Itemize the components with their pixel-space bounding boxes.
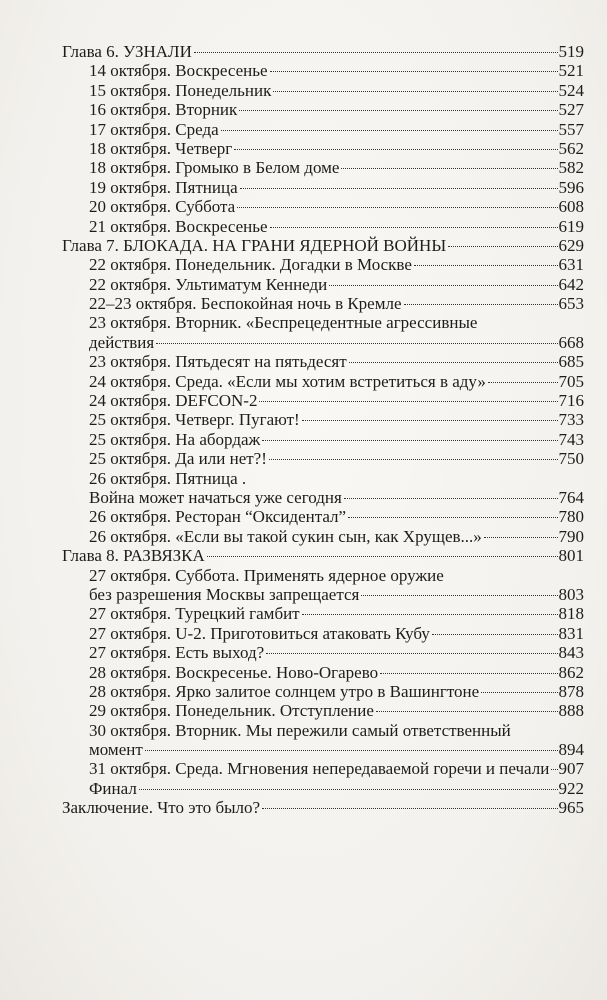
toc-title: момент <box>89 740 143 760</box>
dot-leader <box>259 401 557 402</box>
toc-title: 27 октября. Суббота. Применять ядерное оружие <box>89 565 444 585</box>
toc-entry-row <box>62 372 584 391</box>
dot-leader <box>237 207 557 208</box>
toc-page-number: 629 <box>558 235 584 255</box>
toc-title: 30 октября. Вторник. Мы пережили самый ответственный <box>89 720 511 740</box>
toc-title: 14 октября. Воскресенье <box>89 61 268 81</box>
toc-entry-row <box>62 100 584 119</box>
toc-entry-row <box>62 779 584 798</box>
toc-page-number: 716 <box>558 391 584 411</box>
toc-entry-row <box>62 604 584 623</box>
toc-title: действия <box>89 332 155 352</box>
toc-page-number: 818 <box>558 604 584 624</box>
toc-page-number: 780 <box>558 507 584 527</box>
dot-leader <box>361 595 557 596</box>
toc-entry-row <box>62 158 584 177</box>
toc-entry-row <box>62 275 584 294</box>
toc-page-number: 642 <box>558 274 584 294</box>
toc-title: 28 октября. Ярко залитое солнцем утро в Вашингтоне <box>89 681 480 701</box>
dot-leader <box>273 91 557 92</box>
toc-title: 27 октября. Турецкий гамбит <box>89 604 300 624</box>
toc-chapter-row <box>62 798 584 817</box>
toc-page-number: 619 <box>558 216 584 236</box>
toc-entry-row <box>62 391 584 410</box>
toc-title: 21 октября. Воскресенье <box>89 216 268 236</box>
toc-page-number: 750 <box>558 449 584 469</box>
toc-entry-row <box>62 81 584 100</box>
toc-page-number: 843 <box>558 643 584 663</box>
toc-page-number: 685 <box>558 352 584 372</box>
dot-leader <box>156 343 557 344</box>
toc-page-number: 631 <box>558 255 584 275</box>
toc-entry-row <box>62 721 584 740</box>
toc-title: без разрешения Москвы запрещается <box>89 584 360 604</box>
toc-entry-row <box>62 759 584 778</box>
toc-entry-row <box>62 449 584 468</box>
dot-leader <box>194 52 558 53</box>
toc-title: 24 октября. DEFCON-2 <box>89 391 258 411</box>
dot-leader <box>270 227 558 228</box>
toc-chapter-row <box>62 42 584 61</box>
toc-page-number: 888 <box>558 701 584 721</box>
toc-entry-row <box>62 488 584 507</box>
toc-title: 25 октября. Да или нет?! <box>89 449 267 469</box>
toc-chapter-row <box>62 546 584 565</box>
toc-page-number: 668 <box>558 332 584 352</box>
dot-leader <box>266 653 557 654</box>
toc-title: 23 октября. Вторник. «Беспрецедентные агрессивные <box>89 313 478 333</box>
toc-title: 18 октября. Четверг <box>89 138 233 158</box>
toc-page-number: 557 <box>558 119 584 139</box>
toc-entry-row <box>62 566 584 585</box>
toc-page-number: 801 <box>558 546 584 566</box>
toc-page-number: 653 <box>558 294 584 314</box>
toc-page-number: 582 <box>558 158 584 178</box>
toc-title: 22 октября. Ультиматум Кеннеди <box>89 274 328 294</box>
dot-leader <box>432 634 558 635</box>
toc-title: 16 октября. Вторник <box>89 100 238 120</box>
dot-leader <box>448 246 557 247</box>
toc-page-number: 524 <box>558 80 584 100</box>
toc-title: 27 октября. Есть выход? <box>89 643 265 663</box>
toc-entry-row <box>62 139 584 158</box>
dot-leader <box>488 382 558 383</box>
toc-title: Финал <box>89 778 137 798</box>
toc-entry-row <box>62 178 584 197</box>
dot-leader <box>269 459 558 460</box>
toc-page-number: 527 <box>558 100 584 120</box>
dot-leader <box>484 537 558 538</box>
toc-entry-row <box>62 255 584 274</box>
dot-leader <box>145 750 558 751</box>
toc-title: 29 октября. Понедельник. Отступление <box>89 701 374 721</box>
toc-title: 22 октября. Понедельник. Догадки в Москве <box>89 255 412 275</box>
toc-entry-row <box>62 352 584 371</box>
toc-title: 28 октября. Воскресенье. Ново-Огарево <box>89 662 379 682</box>
toc-title: 22–23 октября. Беспокойная ночь в Кремле <box>89 294 402 314</box>
dot-leader <box>239 110 557 111</box>
toc-page-number: 743 <box>558 429 584 449</box>
toc-title: Война может начаться уже сегодня <box>89 487 342 507</box>
dot-leader <box>221 130 558 131</box>
dot-leader <box>262 808 557 809</box>
toc-title: 25 октября. Четверг. Пугают! <box>89 410 300 430</box>
toc-page-number: 922 <box>558 778 584 798</box>
toc-chapter-row <box>62 236 584 255</box>
toc-title: Глава 8. РАЗВЯЗКА <box>62 546 205 566</box>
toc-page-number: 521 <box>558 61 584 81</box>
dot-leader <box>404 304 558 305</box>
toc-title: 19 октября. Пятница <box>89 177 238 197</box>
toc-title: 17 октября. Среда <box>89 119 219 139</box>
dot-leader <box>302 614 558 615</box>
toc-page-number: 608 <box>558 197 584 217</box>
toc-page-number: 965 <box>558 798 584 818</box>
toc-page-number: 596 <box>558 177 584 197</box>
toc-entry-row <box>62 643 584 662</box>
toc-entry-row <box>62 740 584 759</box>
dot-leader <box>234 149 557 150</box>
toc-entry-row <box>62 333 584 352</box>
dot-leader <box>341 168 557 169</box>
dot-leader <box>349 362 558 363</box>
toc-entry-row <box>62 527 584 546</box>
toc-page-number: 764 <box>558 487 584 507</box>
toc-title: 24 октября. Среда. «Если мы хотим встретиться в аду» <box>89 371 486 391</box>
dot-leader <box>207 556 558 557</box>
dot-leader <box>376 711 558 712</box>
toc-entry-row <box>62 585 584 604</box>
toc-page-number: 907 <box>558 759 584 779</box>
dot-leader <box>262 440 557 441</box>
toc-entry-row <box>62 682 584 701</box>
toc-page-number: 803 <box>558 584 584 604</box>
toc-title: 31 октября. Среда. Мгновения непередаваемой горечи и печали <box>89 759 550 779</box>
toc-entry-row <box>62 410 584 429</box>
toc-entry-row <box>62 507 584 526</box>
toc-page-number: 562 <box>558 138 584 158</box>
toc-entry-row <box>62 701 584 720</box>
toc-page-number: 831 <box>558 623 584 643</box>
dot-leader <box>380 673 557 674</box>
toc-page-number: 733 <box>558 410 584 430</box>
toc-page-number: 878 <box>558 681 584 701</box>
dot-leader <box>240 188 558 189</box>
toc-page-number: 705 <box>558 371 584 391</box>
dot-leader <box>414 265 558 266</box>
toc-title: 26 октября. «Если вы такой сукин сын, как Хрущев...» <box>89 526 482 546</box>
toc-title: 15 октября. Понедельник <box>89 80 272 100</box>
toc-title: 25 октября. На абордаж <box>89 429 261 449</box>
toc-title: 26 октября. Ресторан “Оксидентал” <box>89 507 347 527</box>
toc-entry-row <box>62 469 584 488</box>
dot-leader <box>270 71 558 72</box>
dot-leader <box>344 498 558 499</box>
toc-entry-row <box>62 294 584 313</box>
toc-title: Глава 6. УЗНАЛИ <box>62 42 192 61</box>
toc-entry-row <box>62 217 584 236</box>
dot-leader <box>348 517 557 518</box>
dot-leader <box>329 285 557 286</box>
toc-title: Глава 7. БЛОКАДА. НА ГРАНИ ЯДЕРНОЙ ВОЙНЫ <box>62 235 447 255</box>
dot-leader <box>302 420 558 421</box>
table-of-contents <box>62 42 584 818</box>
toc-page-number: 519 <box>558 42 584 61</box>
dot-leader <box>481 692 557 693</box>
dot-leader <box>551 769 557 770</box>
toc-entry-row <box>62 313 584 332</box>
toc-title: 26 октября. Пятница . <box>89 468 247 488</box>
dot-leader <box>139 789 558 790</box>
toc-title: 20 октября. Суббота <box>89 197 236 217</box>
toc-title: 18 октября. Громыко в Белом доме <box>89 158 340 178</box>
toc-entry-row <box>62 430 584 449</box>
toc-entry-row <box>62 120 584 139</box>
toc-entry-row <box>62 624 584 643</box>
toc-title: 23 октября. Пятьдесят на пятьдесят <box>89 352 347 372</box>
toc-entry-row <box>62 663 584 682</box>
toc-title: Заключение. Что это было? <box>62 798 261 818</box>
toc-page-number: 894 <box>558 740 584 760</box>
toc-page-number: 862 <box>558 662 584 682</box>
toc-title: 27 октября. U-2. Приготовиться атаковать Кубу <box>89 623 430 643</box>
toc-entry-row <box>62 197 584 216</box>
toc-page-number: 790 <box>558 526 584 546</box>
toc-entry-row <box>62 61 584 80</box>
